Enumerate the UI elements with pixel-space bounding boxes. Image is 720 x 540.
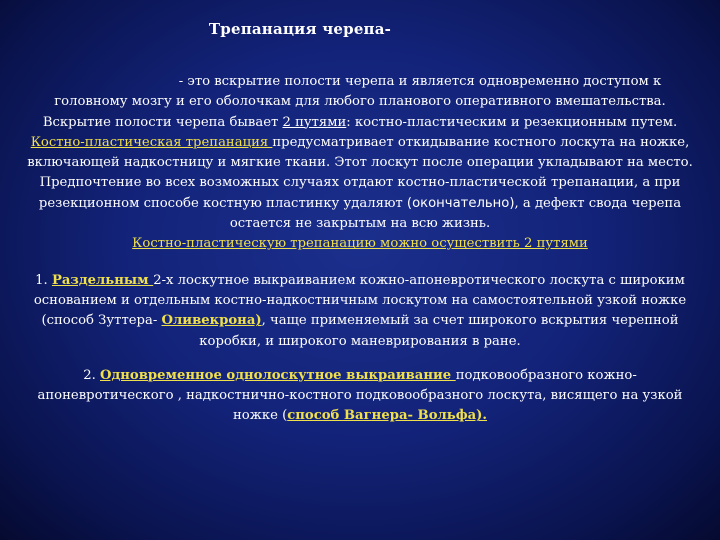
conclusion-line [22,234,698,254]
slide-body [22,72,698,427]
item-2-term: Одновременное однолоскутное выкраивание [100,367,456,383]
osteoplastic-paragraph [22,133,698,234]
item-2-number: 2. [83,367,100,383]
slide-title: Трепанация черепа- [208,20,392,38]
definition-lead: - это вскрытие полости черепа и является одновременно доступом к головному мозгу и его оболочкам для любого планового оперативного вмешательства. Вскрытие полости черепа бывает [42,74,666,130]
item-1-text-2: , чаще применяемый за счет широкого вскрытия черепной коробки, и широкого маневрирования в ране. [199,313,679,349]
item-1-method: Оливекрона) [161,313,262,329]
osteoplastic-text-2: , а дефект свода черепа остается не закрытым на всю жизнь. [229,195,682,232]
definition-tail: : костно-пластическим и резекционным путем. [346,114,678,130]
two-ways-link: 2 путями [282,114,347,130]
final-note: (окончательно) [406,195,515,211]
item-2-text-1: подковообразного кожно-апоневротического , надкостнично-костного подковообразного лоскута, висящего на узкой ножке ( [37,367,683,424]
item-2-method: способ Вагнера- Вольфа). [287,408,488,424]
item-1-term: Раздельным [51,272,154,288]
item-1-number: 1. [35,272,52,288]
osteoplastic-text-1: предусматривает откидывание костного лоскута на ножке, включающей надкостницу и мягкие ткани. Этот лоскут после операции укладывают на место. Предпочтение во всех возможных случаях отдают костно-пластической трепанации, а при резекционном способе костную пластинку удаляют [27,134,693,211]
method-item-2 [22,366,698,427]
method-item-1 [22,271,698,352]
osteoplastic-term: Костно-пластическая трепанация [30,134,273,150]
conclusion-text: Костно-пластическую трепанацию можно осуществить 2 путями [132,236,588,252]
item-1-text-1: 2-х лоскутное выкраиванием кожно-апоневротического лоскута с широким основанием и отдельным костно-надкостничным лоскутом на самостоятельной узкой ножке (способ Зуттера- [33,272,687,329]
definition-paragraph [22,72,698,133]
